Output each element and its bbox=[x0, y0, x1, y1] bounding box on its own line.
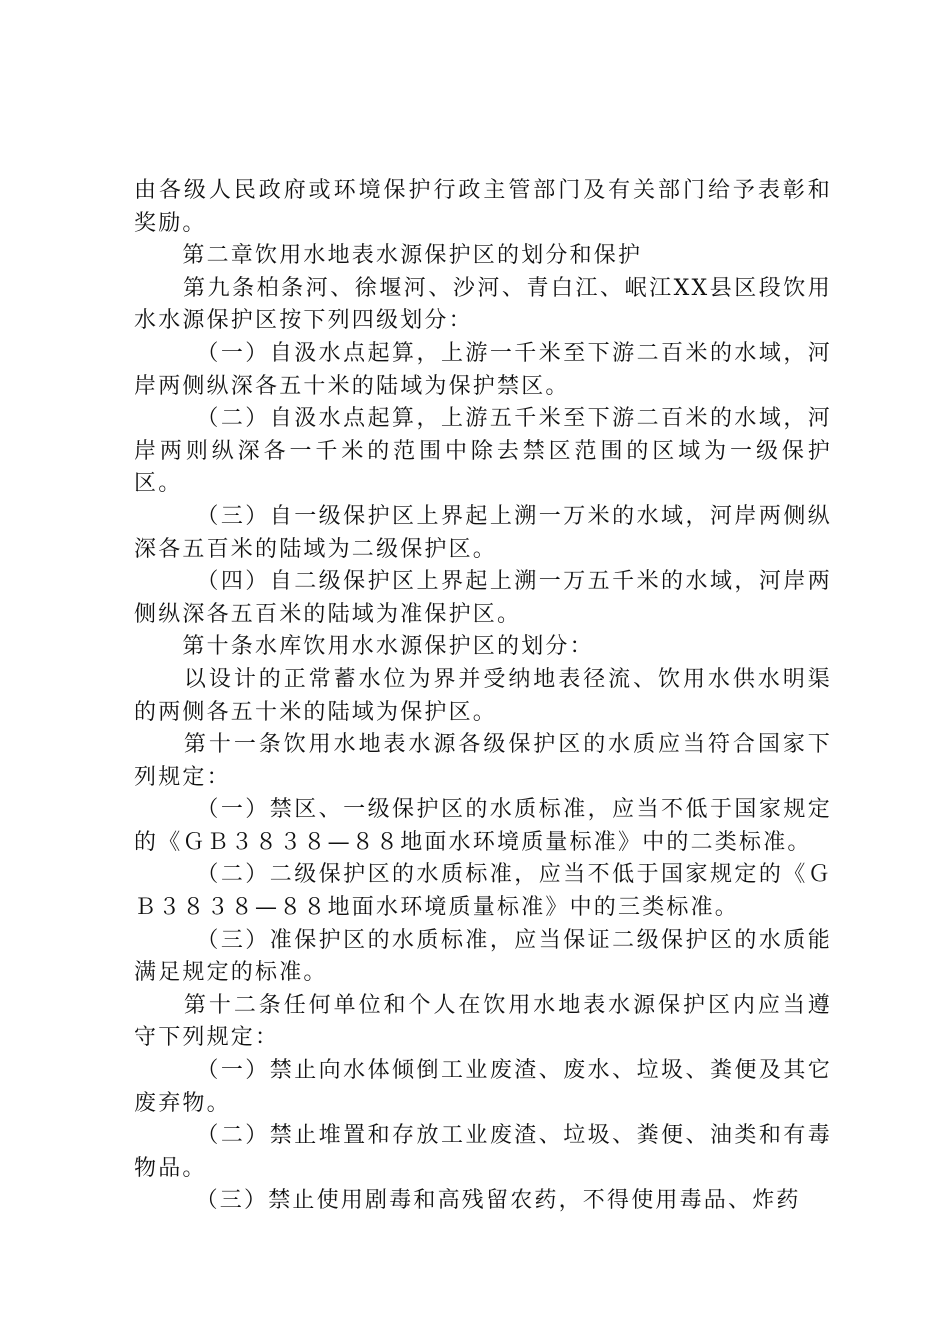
article-9-item-4: （四）自二级保护区上界起上溯一万五千米的水域，河岸两侧纵深各五百米的陆域为准保护区。 bbox=[134, 569, 832, 627]
article-9-item-1: （一）自汲水点起算，上游一千米至下游二百米的水域，河岸两侧纵深各五十米的陆域为保护禁区。 bbox=[134, 340, 832, 399]
article-9: 第九条柏条河、徐堰河、沙河、青白江、岷江XX县区段饮用水水源保护区按下列四级划分： bbox=[134, 275, 832, 334]
article-11-item-1: （一）禁区、一级保护区的水质标准，应当不低于国家规定的《ＧＢ３８３８—８８地面水环境质量标准》中的二类标准。 bbox=[134, 797, 832, 855]
article-12: 第十二条任何单位和个人在饮用水地表水源保护区内应当遵守下列规定： bbox=[134, 992, 832, 1051]
article-11: 第十一条饮用水地表水源各级保护区的水质应当符合国家下列规定： bbox=[134, 732, 832, 790]
article-10-body: 以设计的正常蓄水位为界并受纳地表径流、饮用水供水明渠的两侧各五十米的陆域为保护区。 bbox=[134, 666, 832, 725]
article-11-item-3: （三）准保护区的水质标准，应当保证二级保护区的水质能满足规定的标准。 bbox=[134, 927, 832, 986]
article-11-item-2: （二）二级保护区的水质标准，应当不低于国家规定的《ＧＢ３８３８—８８地面水环境质量标准》中的三类标准。 bbox=[134, 862, 832, 921]
article-12-item-1: （一）禁止向水体倾倒工业废渣、废水、垃圾、粪便及其它废弃物。 bbox=[134, 1058, 832, 1116]
article-9-item-3: （三）自一级保护区上界起上溯一万米的水域，河岸两侧纵深各五百米的陆域为二级保护区。 bbox=[134, 503, 832, 562]
document-body bbox=[134, 175, 832, 1218]
article-9-item-2: （二）自汲水点起算，上游五千米至下游二百米的水域，河岸两则纵深各一千米的范围中除去禁区范围的区域为一级保护区。 bbox=[134, 406, 832, 497]
article-12-item-3: （三）禁止使用剧毒和高残留农药，不得使用毒品、炸药 bbox=[134, 1188, 801, 1214]
paragraph: 由各级人民政府或环境保护行政主管部门及有关部门给予表彰和奖励。 bbox=[134, 178, 832, 236]
article-10: 第十条水库饮用水水源保护区的划分： bbox=[134, 634, 594, 660]
chapter-heading: 第二章饮用水地表水源保护区的划分和保护 bbox=[134, 243, 643, 269]
article-12-item-2: （二）禁止堆置和存放工业废渣、垃圾、粪便、油类和有毒物品。 bbox=[134, 1123, 832, 1181]
